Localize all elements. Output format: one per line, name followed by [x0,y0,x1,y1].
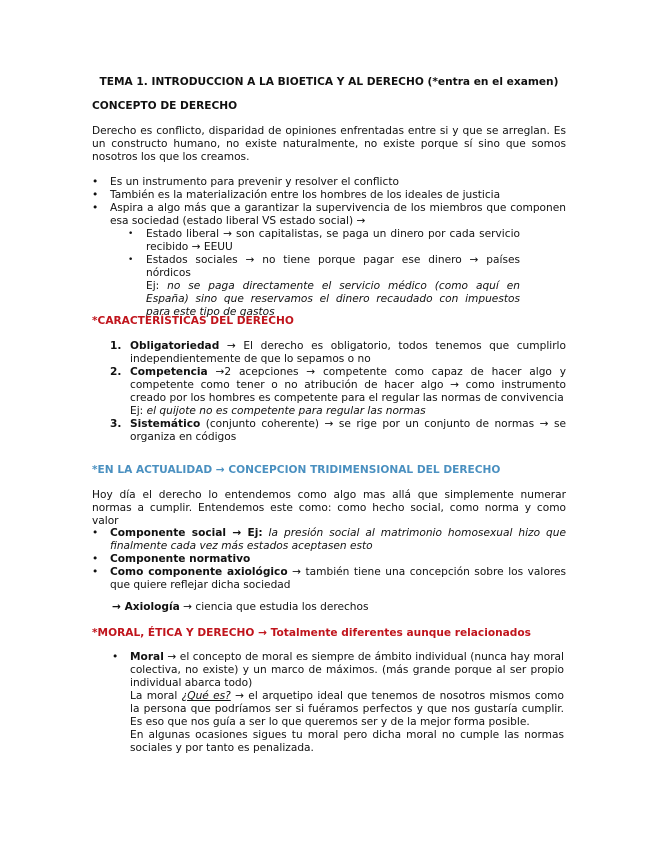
list-item: • Es un instrumento para prevenir y resolver el conflicto [92,176,566,189]
list-item: • Aspira a algo más que a garantizar la supervivencia de los miembros que componen esa sociedad (estado liberal VS estado social) → • Estado liberal → son capitalistas, se paga un dinero por cada servicio recibido → EEUU • Estados sociales → no tiene porque pagar ese dinero → países nórdicos Ej: no se paga directamente el servicio médico (como aquí en España) sino que reservamos el dinero recaudado con impuestos para este tipo de gastos [92,202,566,319]
list-caracteristicas [92,340,566,444]
paragraph-intro: Derecho es conflicto, disparidad de opiniones enfrentadas entre si y que se arreglan. Es un constructo humano, no existe naturalmente, no existe porque sí sino que somos nosotros los que los creamos. [92,125,566,163]
list-item: • También es la materialización entre los hombres de los ideales de justicia [92,189,566,202]
heading-concepto: CONCEPTO DE DERECHO [92,100,238,112]
sublist-estados [128,228,520,319]
list-componentes [92,527,566,592]
list-item: • Como componente axiológico → también tiene una concepción sobre los valores que quiere reflejar dicha sociedad [92,566,566,592]
heading-moral-etica: *MORAL, ÉTICA Y DERECHO → Totalmente diferentes aunque relacionados [92,627,531,639]
example-text: el quijote no es competente para regular las normas [146,405,426,417]
list-item: • Estado liberal → son capitalistas, se paga un dinero por cada servicio recibido → EEUU [128,228,520,254]
axiologia-line: → Axiología → ciencia que estudia los derechos [112,601,369,613]
example-text: no se paga directamente el servicio médico (como aquí en España) sino que reservamos el dinero recaudado con impuestos para este tipo de gastos [146,280,520,318]
list-item: • Estados sociales → no tiene porque pagar ese dinero → países nórdicos Ej: no se paga directamente el servicio médico (como aquí en España) sino que reservamos el dinero recaudado con impuestos para este tipo de gastos [128,254,520,319]
list-item: • Componente social → Ej: la presión social al matrimonio homosexual hizo que finalmente cada vez más estados aceptasen esto [92,527,566,553]
list-item: 1. Obligatoriedad → El derecho es obligatorio, todos tenemos que cumplirlo independientemente de que lo sepamos o no [110,340,566,365]
list-concepto [92,176,566,319]
paragraph-actualidad: Hoy día el derecho lo entendemos como algo mas allá que simplemente numerar normas a cumplir. Entendemos este como: como hecho social, como norma y como valor [92,489,566,527]
list-item: 2. Competencia →2 acepciones → competente como capaz de hacer algo y competente como tener o no atribución de hacer algo → como instrumento creado por los hombres es competente para el regular las normas de convivencia Ej: el quijote no es competente para regular las normas [110,366,566,417]
heading-tridimensional: *EN LA ACTUALIDAD → CONCEPCION TRIDIMENSIONAL DEL DERECHO [92,464,501,476]
list-item: • Componente normativo [92,553,566,566]
document-title: TEMA 1. INTRODUCCION A LA BIOETICA Y AL DERECHO (*entra en el examen) [99,76,559,88]
heading-caracteristicas: *CARACTERÍSTICAS DEL DERECHO [92,315,294,327]
list-item: • Moral → el concepto de moral es siempre de ámbito individual (nunca hay moral colectiva, no existe) y un marco de máximos. (más grande porque al ser propio individual abarca todo) La moral ¿Qué es? → el arquetipo ideal que tenemos de nosotros mismos como la persona que podríamos ser si fuéramos perfectos y que nos gustaría cumplir. Es eso que nos guía a ser lo que queremos ser y de la mejor forma posible. En algunas ocasiones sigues tu moral pero dicha moral no cumple las normas sociales y por tanto es penalizada. [112,651,564,755]
list-moral [112,651,564,755]
list-item: 3. Sistemático (conjunto coherente) → se rige por un conjunto de normas → se organiza en códigos [110,418,566,443]
